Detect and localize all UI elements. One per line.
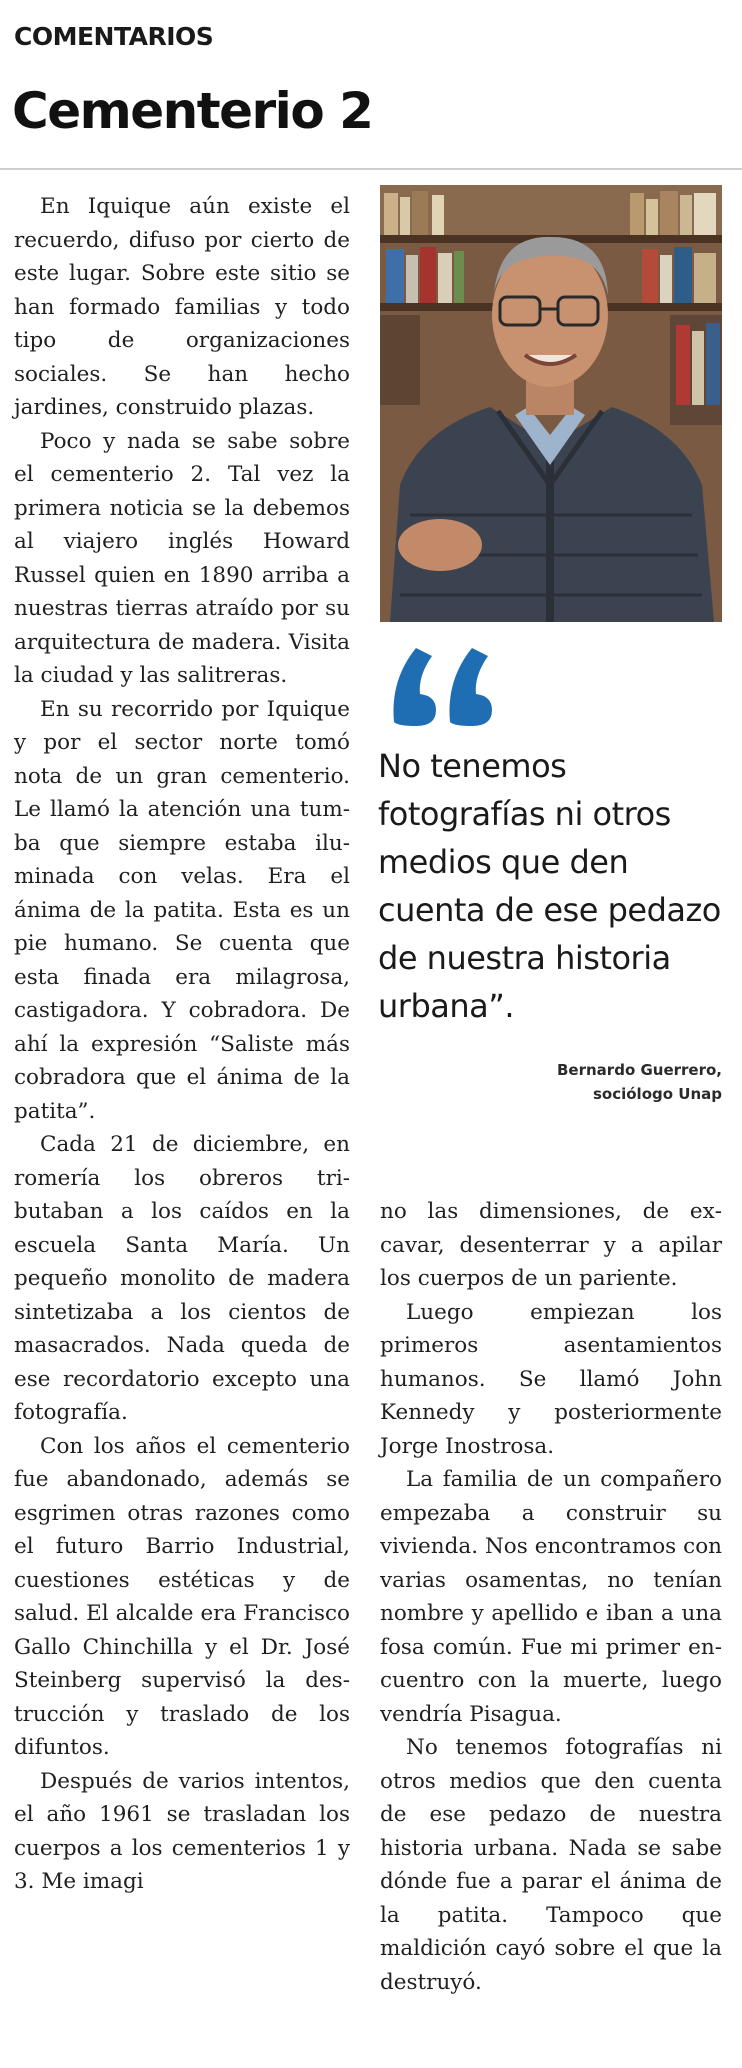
quote-mark-icon [388, 630, 498, 730]
right-text-column [380, 1195, 722, 1999]
body-paragraph: En Iquique aún existe el recuerdo, difuso por cierto de este lugar. Sobre este sitio se han formado familias y todo tipo de organizaciones sociales. Se han hecho jardines, construido plazas. [14, 194, 350, 420]
left-text-column [14, 190, 350, 1899]
attribution-name: Bernardo Guerrero, [557, 1061, 722, 1079]
pull-quote: No tenemos fotografías ni otros medios que den cuenta de ese pedazo de nuestra historia urbana”. [378, 747, 721, 1025]
body-paragraph: Luego empiezan los primeros asentamientos humanos. Se llamó John Kennedy y posteriormente Jorge Inostrosa. [380, 1299, 722, 1459]
body-paragraph: La familia de un compañero empezaba a construir su vivienda. Nos encontramos con varias osamentas, no tenían nombre y apellido e iban a una fosa común. Fue mi primer encuentro con la muerte, luego vendría Pisagua. [380, 1467, 722, 1727]
author-photo [380, 185, 722, 622]
section-label: COMENTARIOS [14, 22, 214, 51]
body-paragraph: Con los años el cementerio fue abandonado, además se esgrimen otras razones como el futuro Barrio Industrial, cuestiones estéticas y de salud. El alcalde era Francisco Gallo Chinchilla y el Dr. José Steinberg supervisó la destrucción y traslado de los difuntos. [14, 1433, 350, 1760]
body-paragraph: En su recorrido por Iquique y por el sector norte tomó nota de un gran cementerio. Le llamó la atención una tumba que siempre estaba iluminada con velas. Era el ánima de la patita. Esta es un pie humano. Se cuenta que esta finada era milagrosa, castigadora. Y cobradora. De ahí la expresión “Saliste más cobradora que el ánima de la patita”. [14, 696, 350, 1124]
body-paragraph: Después de varios intentos, el año 1961 se trasladan los cuerpos a los cementerios 1 y 3. Me imagi [14, 1768, 350, 1894]
body-paragraph: Cada 21 de diciembre, en romería los obreros tributaban a los caídos en la escuela Santa María. Un pequeño monolito de madera sintetizaba a los cientos de masacrados. Nada queda de ese recordatorio excepto una fotografía. [14, 1132, 350, 1425]
header-divider [0, 168, 742, 170]
body-paragraph: Poco y nada se sabe sobre el cementerio 2. Tal vez la primera noticia se la debemos al viajero inglés Howard Russel quien en 1890 arriba a nuestras tierras atraído por su arquitectura de madera. Visita la ciudad y las salitreras. [14, 428, 350, 688]
attribution-role: sociólogo Unap [592, 1085, 722, 1103]
body-paragraph-continued: no las dimensiones, de excavar, desenterrar y a apilar los cuerpos de un pariente. [380, 1199, 722, 1291]
quote-attribution [557, 1058, 722, 1106]
body-paragraph: No tenemos fotografías ni otros medios que den cuenta de ese pedazo de nuestra historia urbana. Nada se sabe dónde fue a parar el ánima de la patita. Tampoco que maldición cayó sobre el que la destruyó. [380, 1735, 722, 1995]
article-headline: Cementerio 2 [12, 82, 373, 140]
